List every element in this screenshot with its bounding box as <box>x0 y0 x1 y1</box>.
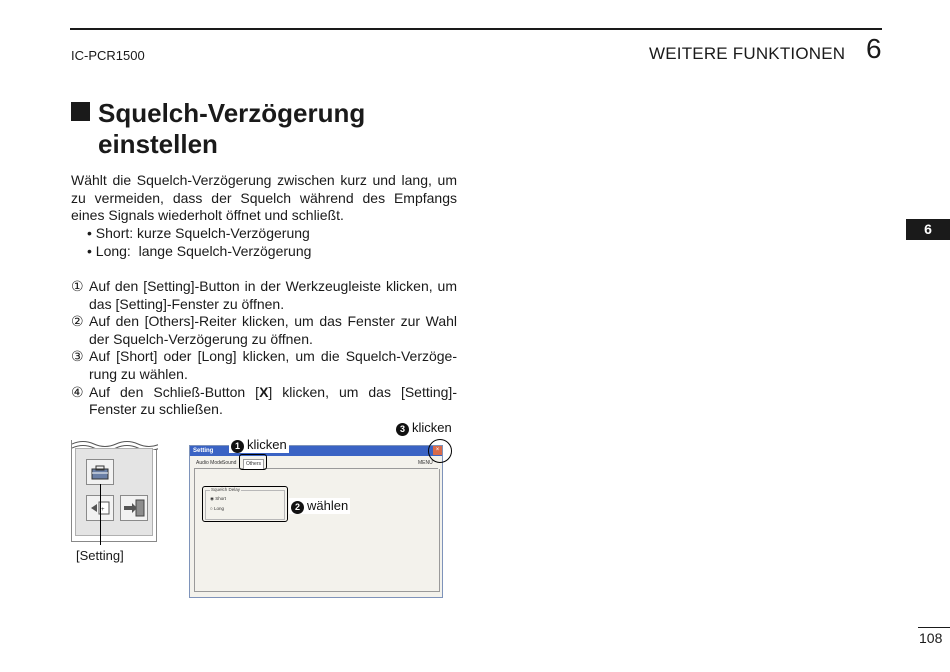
radio-short-label: Short <box>215 496 226 501</box>
footer-rule <box>918 627 950 628</box>
step-3 <box>71 348 457 383</box>
step-number: ③ <box>71 348 84 365</box>
step-2 <box>71 313 457 348</box>
setting-caption: [Setting] <box>76 548 124 563</box>
tab-sound[interactable]: Sound <box>222 460 237 466</box>
setting-toolbar-button[interactable] <box>86 459 114 485</box>
callout-3 <box>394 420 454 436</box>
exit-toolbar-button[interactable] <box>120 495 148 521</box>
intro-paragraph: Wählt die Squelch-Verzögerung zwischen kurz und lang, um zu vermeiden, dass der Squelch während des Empfangs eines Signals wiederholt öffnet und schließt. <box>71 172 457 224</box>
tab-audio-mode[interactable]: Audio Mode <box>196 460 223 466</box>
step-text-pre: Auf den Schließ-Button [ <box>89 383 260 400</box>
heading-line-1: Squelch-Verzögerung <box>98 98 366 128</box>
step-text: Auf [Short] oder [Long] klicken, um die Squelch-Verzöge-rung zu wählen. <box>89 348 457 382</box>
page-heading <box>71 98 365 160</box>
step-text: Auf den [Setting]-Button in der Werkzeugleiste klicken, um das [Setting]-Fenster zu öffnen. <box>89 278 457 312</box>
bullet-long: • Long: lange Squelch-Verzögerung <box>87 243 312 259</box>
group-title: Squelch Delay <box>211 487 241 492</box>
step-number: ② <box>71 313 84 330</box>
step-number: ① <box>71 278 84 294</box>
section-number: 6 <box>866 33 882 64</box>
heading-line-2: einstellen <box>98 129 218 159</box>
model-name: IC-PCR1500 <box>71 48 145 63</box>
tab-right-label: MENU <box>418 460 433 466</box>
callout-3-text: klicken <box>412 420 452 435</box>
window-title-bar: Setting <box>190 446 442 456</box>
radio-long-label: Long <box>213 506 224 511</box>
callout-3-number: 3 <box>396 423 409 436</box>
bullet-short: • Short: kurze Squelch-Verzögerung <box>87 225 310 241</box>
callout-2 <box>289 498 350 514</box>
close-key: X <box>259 383 269 400</box>
step-4 <box>71 384 457 419</box>
callout-1-number: 1 <box>231 440 244 453</box>
exit-door-icon <box>121 496 147 520</box>
page-number: 108 <box>919 630 943 646</box>
top-rule <box>70 28 882 30</box>
toolbox-icon <box>87 460 113 484</box>
step-text-post: ] klicken, um das [Setting]-Fenster zu schließen. <box>89 383 457 418</box>
step-list <box>71 278 457 419</box>
close-button[interactable]: × <box>433 446 442 455</box>
radio-empty-icon: ○ <box>210 506 213 511</box>
squelch-group-highlight <box>202 486 288 522</box>
step-1 <box>71 278 457 313</box>
callout-2-text: wählen <box>307 498 349 513</box>
others-tab-highlight <box>239 454 267 470</box>
close-button-highlight <box>428 439 452 463</box>
callout-1-text: klicken <box>247 437 287 452</box>
step-text: Auf den [Others]-Reiter klicken, um das Fenster zur Wahl der Squelch-Verzögerung zu öffnen. <box>89 313 457 347</box>
radio-selected-icon: ◉ <box>210 496 214 501</box>
step-number: ④ <box>71 383 84 400</box>
square-bullet-icon <box>71 102 90 121</box>
svg-text:+: + <box>101 507 105 513</box>
tab-others[interactable]: Others <box>243 459 264 470</box>
callout-1 <box>229 437 289 453</box>
section-title: WEITERE FUNKTIONEN <box>649 44 846 63</box>
setting-callout-line <box>100 484 101 545</box>
chapter-tab[interactable]: 6 <box>906 219 950 240</box>
callout-2-number: 2 <box>291 501 304 514</box>
